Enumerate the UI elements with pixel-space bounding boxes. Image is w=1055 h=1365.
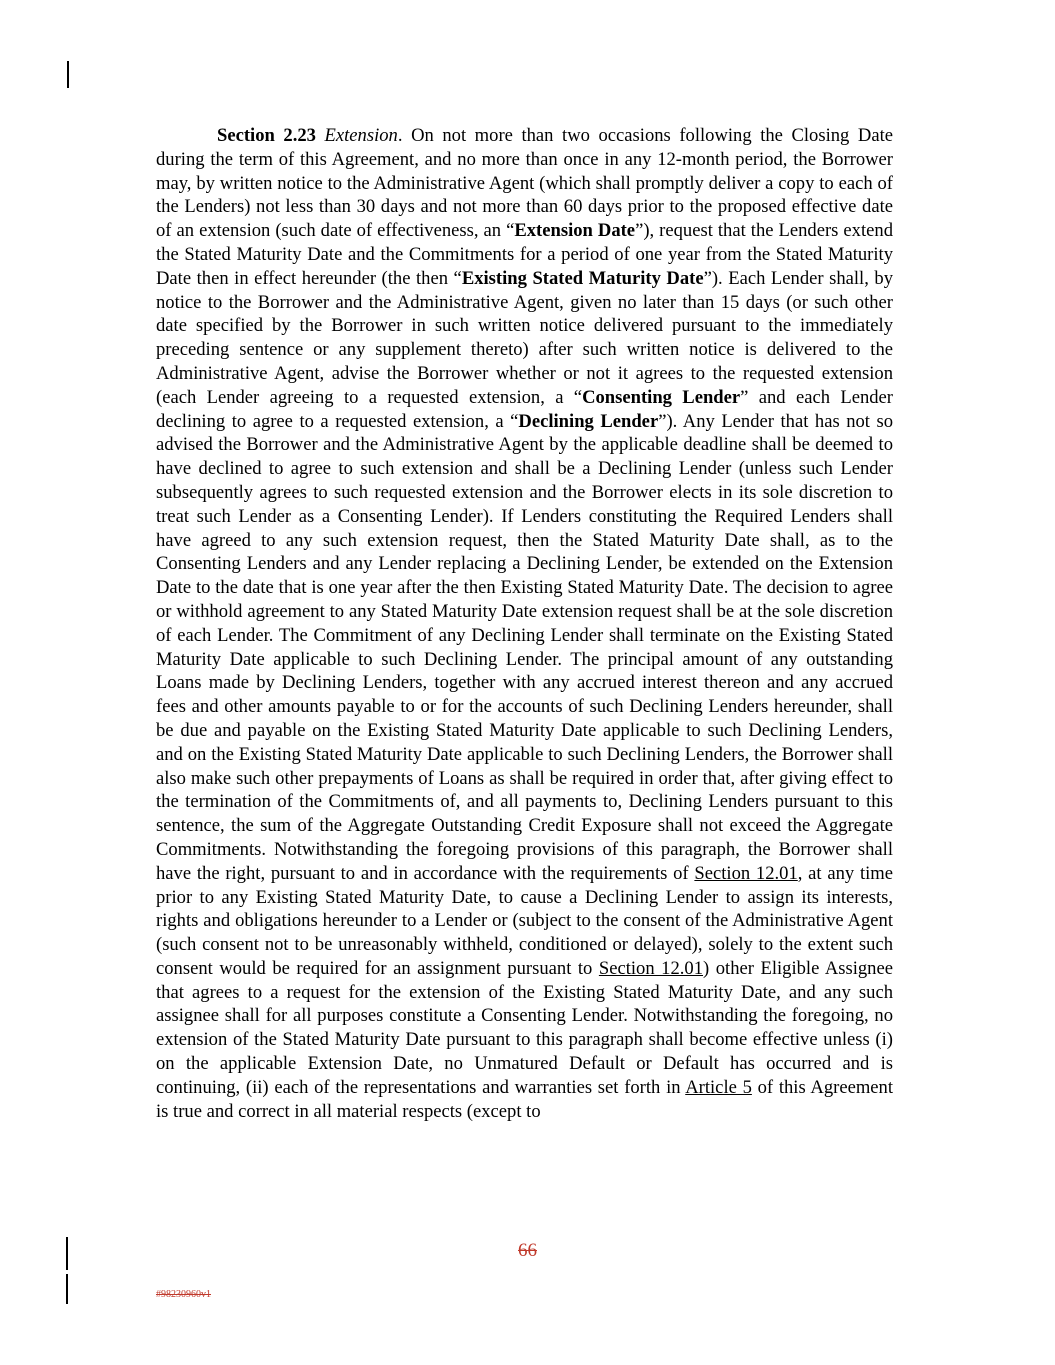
body-segment-8: of this Agreement is true and correct in all material respects (except to [156,1076,894,1122]
document-id: #98230960v1 [156,1289,211,1300]
cross-reference-section-12-01: Section 12.01 [694,862,798,884]
defined-term-existing-stated-maturity-date: Existing Stated Maturity Date [461,267,704,289]
defined-term-consenting-lender: Consenting Lender [582,386,741,408]
body-segment-4: ” and each Lender declining to agree to a requested extension, a “ [156,386,894,432]
body-segment-7: ) other Eligible Assignee that agrees to a request for the extension of the Existing Stated Maturity Date, and any such assignee shall for all purposes constitute a Consenting Lender. Notwithstanding the foregoing, no extension of the Stated Maturity Date pursuant to this paragraph shall become effective unless (i) on the applicable Extension Date, no Unmatured Default or Default has occurred and is continuing, (ii) each of the representations and warranties set forth in [156,957,893,1098]
body-segment-6: , at any time prior to any Existing Stated Maturity Date, to cause a Declining Lender to assign its interests, rights and obligations hereunder to a Lender or (subject to the consent of the Administrative Agent (such consent not to be unreasonably withheld, conditioned or delayed), solely to the extent such consent would be required for an assignment pursuant to [156,862,893,979]
section-2-23-paragraph [156,124,893,1123]
defined-term-declining-lender: Declining Lender [518,410,659,432]
section-heading: Extension [324,125,398,146]
cross-reference-section-12-01-second: Section 12.01 [598,957,704,979]
body-segment-2: ”), request that the Lenders extend the Stated Maturity Date and the Commitments for a period of one year from the Stated Maturity Date then in effect hereunder (the then “ [156,220,893,289]
body-segment-3: ”). Each Lender shall, by notice to the Borrower and the Administrative Agent, given no later than 15 days (or such other date specified by the Borrower in such written notice delivered pursuant to the immediately preceding sentence or any supplement thereto) after such written notice is delivered to the Administrative Agent, advise the Borrower whether or not it agrees to the requested extension (each Lender agreeing to a requested extension, a “ [156,267,893,408]
page-number: 66 [518,1240,537,1261]
body-segment-5: ”). Any Lender that has not so advised the Borrower and the Administrative Agent by the applicable deadline shall be deemed to have declined to agree to such extension and shall be a Declining Lender (unless such Lender subsequently agrees to such requested extension and the Borrower elects in its sole discretion to treat such Lender as a Consenting Lender). If Lenders constituting the Required Lenders shall have agreed to any such extension request, then the Stated Maturity Date shall, as to the Consenting Lenders and any Lender replacing a Declining Lender, be extended on the Extension Date to the date that is one year after the then Existing Stated Maturity Date. The decision to agree or withhold agreement to any Stated Maturity Date extension request shall be at the sole discretion of each Lender. The Commitment of any Declining Lender shall terminate on the Existing Stated Maturity Date applicable to such Declining Lender. The principal amount of any outstanding Loans made by Declining Lenders, together with any accrued interest thereon and any accrued fees and other amounts payable to or for the accounts of such Declining Lenders hereunder, shall be due and payable on the Existing Stated Maturity Date applicable to such Declining Lenders, and on the Existing Stated Maturity Date applicable to such Declining Lenders, the Borrower shall also make such other prepayments of Loans as shall be required in order that, after giving effect to the termination of the Commitments of, and all payments to, Declining Lenders pursuant to this sentence, the sum of the Aggregate Outstanding Credit Exposure shall not exceed the Aggregate Commitments. Notwithstanding the foregoing provisions of this paragraph, the Borrower shall have the right, pursuant to and in accordance with the requirements of [156,410,894,884]
body-segment-1: . On not more than two occasions following the Closing Date during the term of this Agreement, and no more than once in any 12-month period, the Borrower may, by written notice to the Administrative Agent (which shall promptly deliver a copy to each of the Lenders) not less than 30 days and not more than 60 days prior to the proposed effective date of an extension (such date of effectiveness, an “ [156,125,894,242]
change-bar-bottom-lower [66,1274,68,1304]
defined-term-extension-date: Extension Date [514,220,636,242]
change-bar-top [67,61,69,88]
cross-reference-article-5: Article 5 [685,1076,752,1098]
section-number: Section 2.23 [217,125,316,146]
